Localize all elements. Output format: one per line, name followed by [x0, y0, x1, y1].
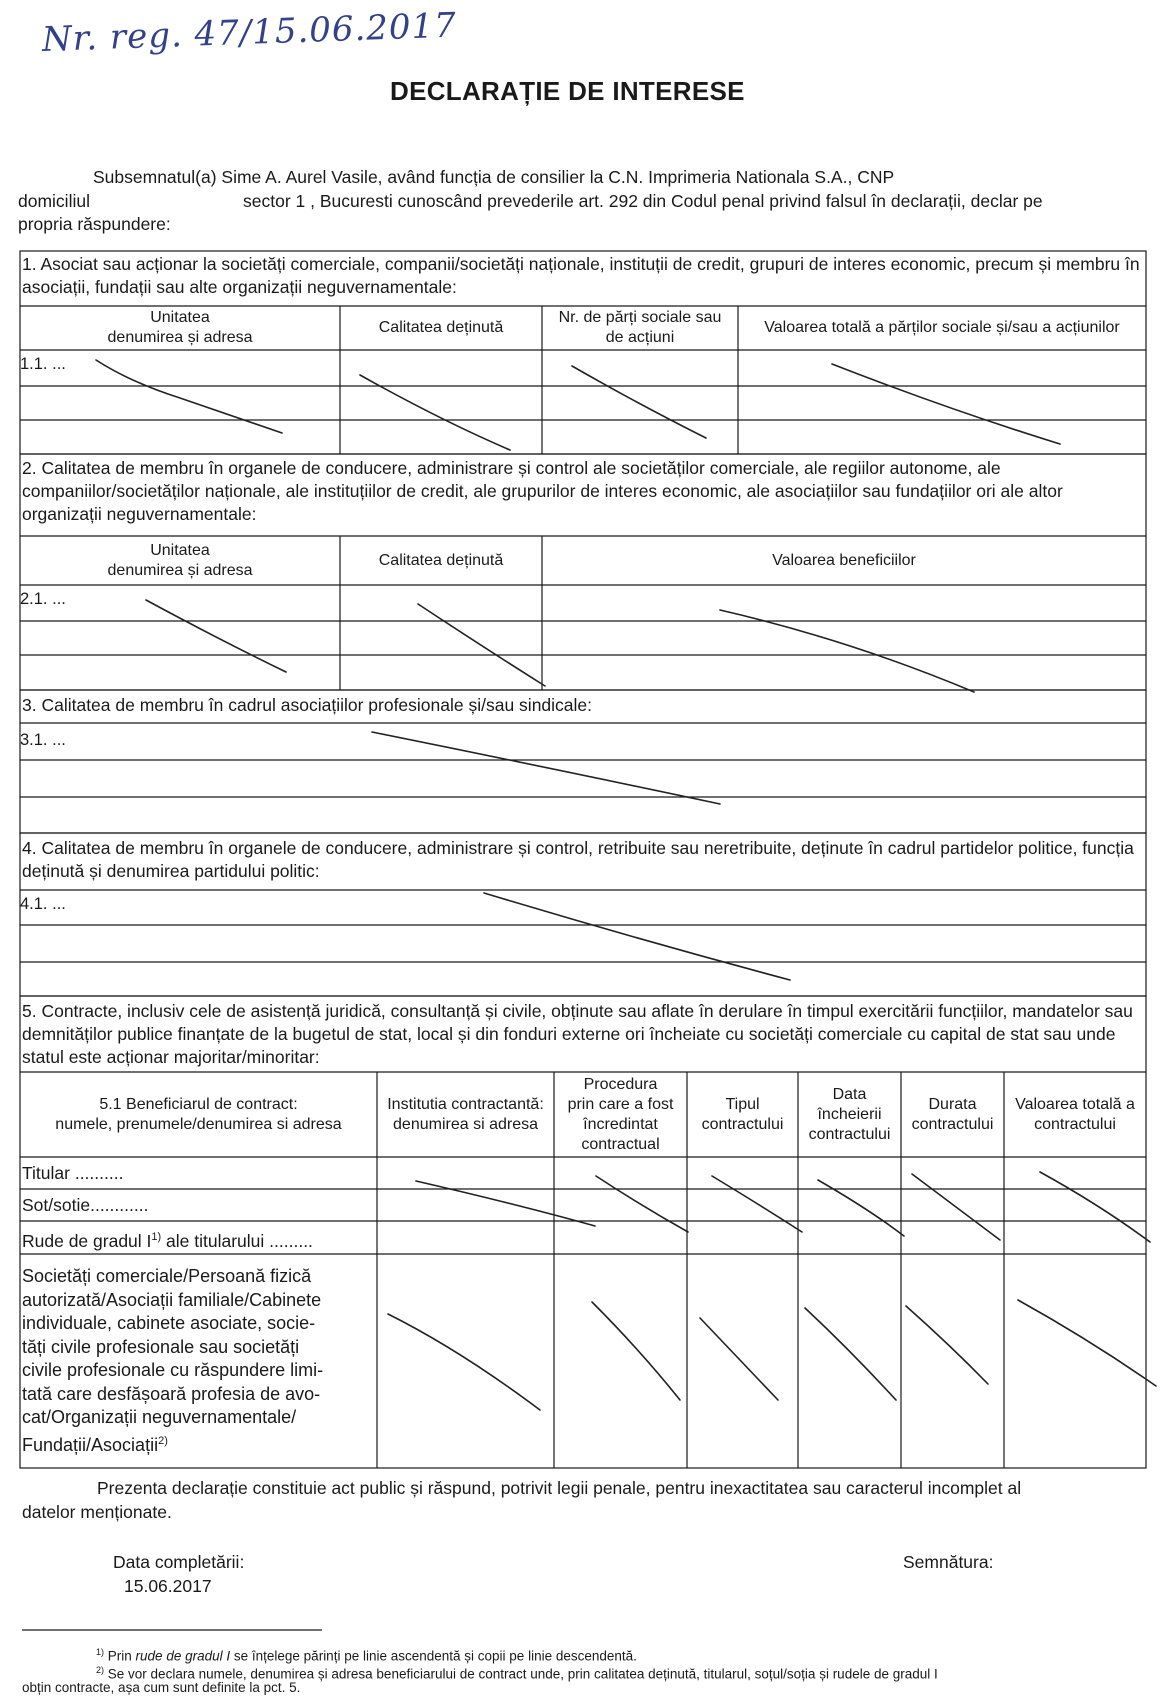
intro-line-2: sector 1 , Bucuresti cunoscând prevederile art. 292 din Codul penal privind falsul în declarații, declar pe: [243, 191, 1043, 211]
s5-soc-l8: [22, 1430, 374, 1458]
intro-domicile-label: domiciliul: [18, 191, 90, 211]
s2-col-calitatea: Calitatea deținută: [378, 551, 504, 569]
footnote-2-line1: Se vor declara numele, denumirea și adresa beneficiarului de contract unde, prin calitatea deținută, titularul, soțul/soția și rudele de gradul I: [107, 1666, 938, 1682]
s5-col-tipul: [687, 1072, 798, 1157]
footnote-2-cont: obțin contracte, așa cum sunt definite la pct. 5.: [22, 1680, 301, 1695]
s5-col-valoarea-l2: contractului: [1034, 1115, 1116, 1133]
footnote-1-a: Prin: [107, 1648, 136, 1664]
s4-row-label: 4.1. ...: [20, 895, 66, 913]
s5-row-rude-rest: ale titularului .........: [161, 1230, 313, 1251]
section-2-title: 2. Calitatea de membru în organele de conducere, administrare și control ale societăților comerciale, ale regiilor autonome, ale companiilor/societăților naționale, ale instituțiilor de credit, ale grupurilor de interes economic, ale asociațiilor sau fundațiilor ori ale altor organizații neguvernamentale:: [22, 458, 1063, 524]
s5-col-procedura: [554, 1072, 687, 1157]
s2-col-valoarea-beneficiilor: Valoarea beneficiilor: [772, 551, 916, 569]
s5-col-durata-l1: Durata: [928, 1095, 977, 1113]
closing-line-1: Prezenta declarație constituie act public și răspund, potrivit legii penale, pentru inexactitatea sau caracterul incomplet al: [97, 1478, 1022, 1498]
footnote-2-sup: 2): [96, 1665, 105, 1675]
s5-row-societati: [22, 1265, 374, 1457]
s2-col-unitatea: [20, 536, 340, 585]
s2-col-unitatea-l1: Unitatea: [150, 541, 210, 559]
date-label: Data completării:: [113, 1552, 245, 1572]
s1-col-parti-l2: de acțiuni: [605, 329, 675, 346]
s1-col-calitatea: Calitatea deținută: [378, 319, 504, 336]
s5-row-titular: Titular ..........: [22, 1163, 124, 1183]
s5-col-institutia-l1: Institutia contractantă:: [387, 1095, 544, 1113]
s3-row-label: 3.1. ...: [20, 731, 66, 749]
s5-soc-l7: cat/Organizații neguvernamentale/: [22, 1407, 297, 1427]
s1-col-unitatea-l2: denumirea și adresa: [107, 329, 253, 346]
s5-soc-l1: Societăți comerciale/Persoană fizică: [22, 1266, 312, 1286]
s5-soc-l5: civile profesionale cu răspundere limi-: [22, 1360, 324, 1380]
registration-note: Nr. reg. 47/15.06.2017: [41, 5, 458, 60]
footnote-1-b: se înțelege părinți pe linie ascendentă și copii pe linie descendentă.: [230, 1648, 637, 1664]
s5-soc-l2: autorizată/Asociații familiale/Cabinete: [22, 1289, 322, 1310]
s1-row-label: 1.1. ...: [20, 355, 66, 373]
s5-soc-sup: 2): [158, 1434, 168, 1447]
s1-col-unitatea: [20, 306, 340, 350]
s5-soc-l8-text: Fundații/Asociații: [22, 1434, 159, 1455]
s5-col-procedura-l4: contractual: [581, 1135, 660, 1153]
section-5-title: 5. Contracte, inclusiv cele de asistență juridică, consultanță și civile, obținute sau aflate în derulare în timpul exercitării funcțiilor, mandatelor sau demnităților publice finanțate de la bugetul de stat, local și din fonduri externe ori încheiate cu societăți comerciale cu capital de stat sau unde statul este acționar majoritar/minoritar:: [22, 1001, 1133, 1067]
s5-col-valoarea: [1004, 1072, 1146, 1157]
s5-col-beneficiar: [20, 1072, 377, 1157]
closing-line-2: datelor menționate.: [22, 1502, 172, 1522]
s2-row-label: 2.1. ...: [20, 590, 66, 608]
s5-col-data-l1: Data: [832, 1085, 867, 1103]
s5-row-rude: [22, 1227, 313, 1251]
s5-row-sot: Sot/sotie............: [22, 1195, 149, 1215]
s5-col-beneficiar-l1: 5.1 Beneficiarul de contract:: [99, 1095, 298, 1113]
s5-col-durata-l2: contractului: [911, 1115, 994, 1133]
s5-col-valoarea-l1: Valoarea totală a: [1015, 1095, 1135, 1113]
s2-col-unitatea-l2: denumirea și adresa: [107, 561, 253, 579]
s5-col-tipul-l2: contractului: [701, 1115, 784, 1133]
s1-col-parti-sociale: [542, 306, 738, 350]
s5-col-institutia-l2: denumirea si adresa: [393, 1115, 538, 1133]
footnote-1-sup: 1): [96, 1647, 105, 1657]
s5-soc-l6: tată care desfășoară profesia de avo-: [22, 1383, 321, 1404]
s1-col-valoarea: Valoarea totală a părților sociale și/sau a acțiunilor: [764, 319, 1120, 336]
s5-col-durata: [901, 1072, 1004, 1157]
s5-col-procedura-l3: încredintat: [583, 1115, 658, 1133]
section-4-title: 4. Calitatea de membru în organele de conducere, administrare și control, retribuite sau neretribuite, deținute în cadrul partidelor politice, funcția deținută și denumirea partidului politic:: [22, 838, 1134, 881]
s1-col-parti-l1: Nr. de părți sociale sau: [558, 309, 722, 326]
page-title: DECLARAȚIE DE INTERESE: [390, 76, 745, 106]
signature-label: Semnătura:: [903, 1552, 994, 1572]
s5-row-rude-text: Rude de gradul I: [22, 1230, 152, 1251]
intro-line-1: Subsemnatul(a) Sime A. Aurel Vasile, având funcția de consilier la C.N. Imprimeria Nationala S.A., CNP: [93, 167, 895, 187]
s5-row-rude-sup: 1): [151, 1231, 162, 1243]
s1-col-unitatea-l1: Unitatea: [150, 309, 210, 326]
s5-col-data: [798, 1072, 901, 1157]
date-value: 15.06.2017: [124, 1576, 212, 1596]
s5-col-tipul-l1: Tipul: [725, 1095, 760, 1113]
intro-line-3: propria răspundere:: [18, 214, 171, 234]
s5-col-procedura-l2: prin care a fost: [567, 1095, 674, 1113]
s5-col-institutia: [377, 1072, 554, 1157]
s5-col-data-l2: încheierii: [817, 1105, 882, 1123]
section-1-title: 1. Asociat sau acționar la societăți comerciale, companii/societăți naționale, instituții de credit, grupuri de interes economic, precum și membru în asociații, fundații sau alte organizații neguvernamentale:: [22, 254, 1140, 297]
s5-col-beneficiar-l2: numele, prenumele/denumirea si adresa: [55, 1115, 342, 1133]
footnote-1-em: rude de gradul I: [135, 1648, 231, 1664]
section-3-title: 3. Calitatea de membru în cadrul asociațiilor profesionale și/sau sindicale:: [22, 695, 593, 715]
s5-soc-l4: tăți civile profesionale sau societăți: [22, 1336, 300, 1357]
s5-col-procedura-l1: Procedura: [583, 1075, 658, 1093]
s5-soc-l3: individuale, cabinete asociate, socie-: [22, 1313, 316, 1333]
s5-col-data-l3: contractului: [808, 1125, 891, 1143]
